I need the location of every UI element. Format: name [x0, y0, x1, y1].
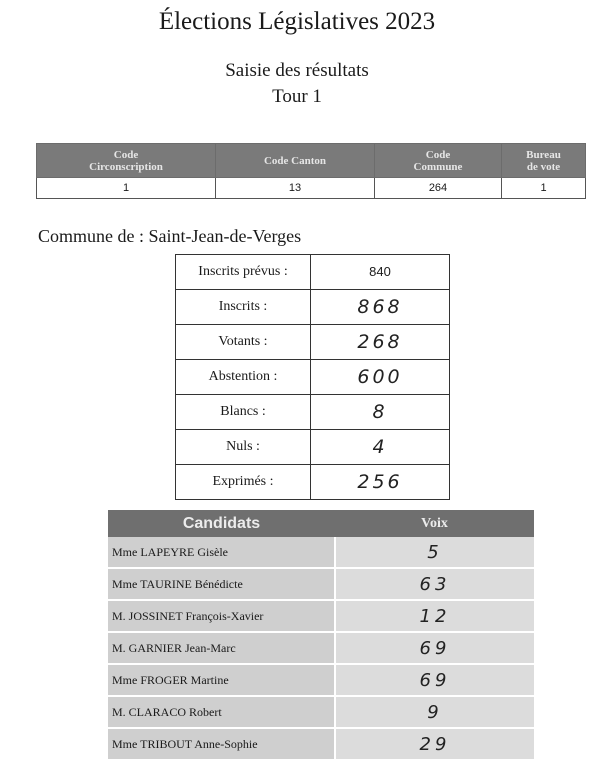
candidate-votes-text: 5 — [427, 541, 443, 563]
candidate-row — [108, 664, 534, 696]
count-value — [311, 430, 450, 465]
count-value — [311, 255, 450, 290]
commune-label: Commune de : Saint-Jean-de-Verges — [38, 226, 302, 246]
count-row — [176, 255, 450, 290]
candidate-row — [108, 568, 534, 600]
count-row — [176, 360, 450, 395]
count-label: Nuls : — [176, 430, 311, 465]
count-row — [176, 465, 450, 500]
candidate-votes-text: 12 — [419, 605, 451, 627]
codes-value-row — [37, 178, 586, 199]
count-row — [176, 430, 450, 465]
candidate-votes-text: 63 — [419, 573, 451, 595]
count-label: Blancs : — [176, 395, 311, 430]
count-value-text: 268 — [357, 331, 403, 353]
count-value — [311, 360, 450, 395]
candidate-name: Mme TRIBOUT Anne-Sophie — [108, 728, 335, 760]
value-code-circonscription: 1 — [37, 178, 216, 199]
candidate-row — [108, 600, 534, 632]
count-value-text: 840 — [369, 264, 391, 279]
candidate-name: Mme TAURINE Bénédicte — [108, 568, 335, 600]
count-label: Inscrits : — [176, 290, 311, 325]
count-row — [176, 325, 450, 360]
round-label: Tour 1 — [272, 86, 322, 107]
candidate-votes — [335, 537, 534, 568]
codes-table — [36, 143, 586, 199]
candidate-votes — [335, 664, 534, 696]
header-bureau-de-vote: Bureau de vote — [502, 144, 586, 178]
candidates-table — [108, 510, 534, 761]
count-value — [311, 325, 450, 360]
document-title: Élections Législatives 2023 — [158, 8, 436, 35]
candidate-name: M. GARNIER Jean-Marc — [108, 632, 335, 664]
votes-column-header: Voix — [335, 510, 534, 537]
candidates-column-header: Candidats — [108, 510, 335, 537]
count-value — [311, 395, 450, 430]
candidate-votes — [335, 728, 534, 760]
candidate-name: Mme LAPEYRE Gisèle — [108, 537, 335, 568]
document-subtitle: Saisie des résultats — [225, 60, 369, 81]
header-code-commune: Code Commune — [375, 144, 502, 178]
count-label: Inscrits prévus : — [176, 255, 311, 290]
candidate-row — [108, 728, 534, 760]
count-value-text: 868 — [357, 296, 403, 318]
candidate-row — [108, 696, 534, 728]
header-code-canton: Code Canton — [216, 144, 375, 178]
candidate-votes-text: 69 — [419, 637, 451, 659]
candidate-name: Mme FROGER Martine — [108, 664, 335, 696]
count-label: Abstention : — [176, 360, 311, 395]
candidate-votes-text: 69 — [419, 669, 451, 691]
count-row — [176, 395, 450, 430]
candidate-votes — [335, 568, 534, 600]
candidate-votes — [335, 696, 534, 728]
candidate-name: M. CLARACO Robert — [108, 696, 335, 728]
candidate-name: M. JOSSINET François-Xavier — [108, 600, 335, 632]
count-value-text: 256 — [357, 471, 403, 493]
value-code-commune: 264 — [375, 178, 502, 199]
candidates-header-row — [108, 510, 534, 537]
candidate-votes-text: 9 — [427, 701, 443, 723]
candidate-votes-text: 29 — [419, 733, 451, 755]
codes-header-row — [37, 144, 586, 178]
candidate-row — [108, 537, 534, 568]
count-row — [176, 290, 450, 325]
count-label: Votants : — [176, 325, 311, 360]
count-value-text: 8 — [372, 401, 388, 423]
count-value — [311, 465, 450, 500]
value-bureau-de-vote: 1 — [502, 178, 586, 199]
candidate-row — [108, 632, 534, 664]
count-value-text: 600 — [357, 366, 403, 388]
candidate-votes — [335, 600, 534, 632]
header-code-circonscription: Code Circonscription — [37, 144, 216, 178]
candidate-votes — [335, 632, 534, 664]
count-label: Exprimés : — [176, 465, 311, 500]
counts-table — [175, 254, 450, 500]
count-value — [311, 290, 450, 325]
count-value-text: 4 — [372, 436, 388, 458]
value-code-canton: 13 — [216, 178, 375, 199]
